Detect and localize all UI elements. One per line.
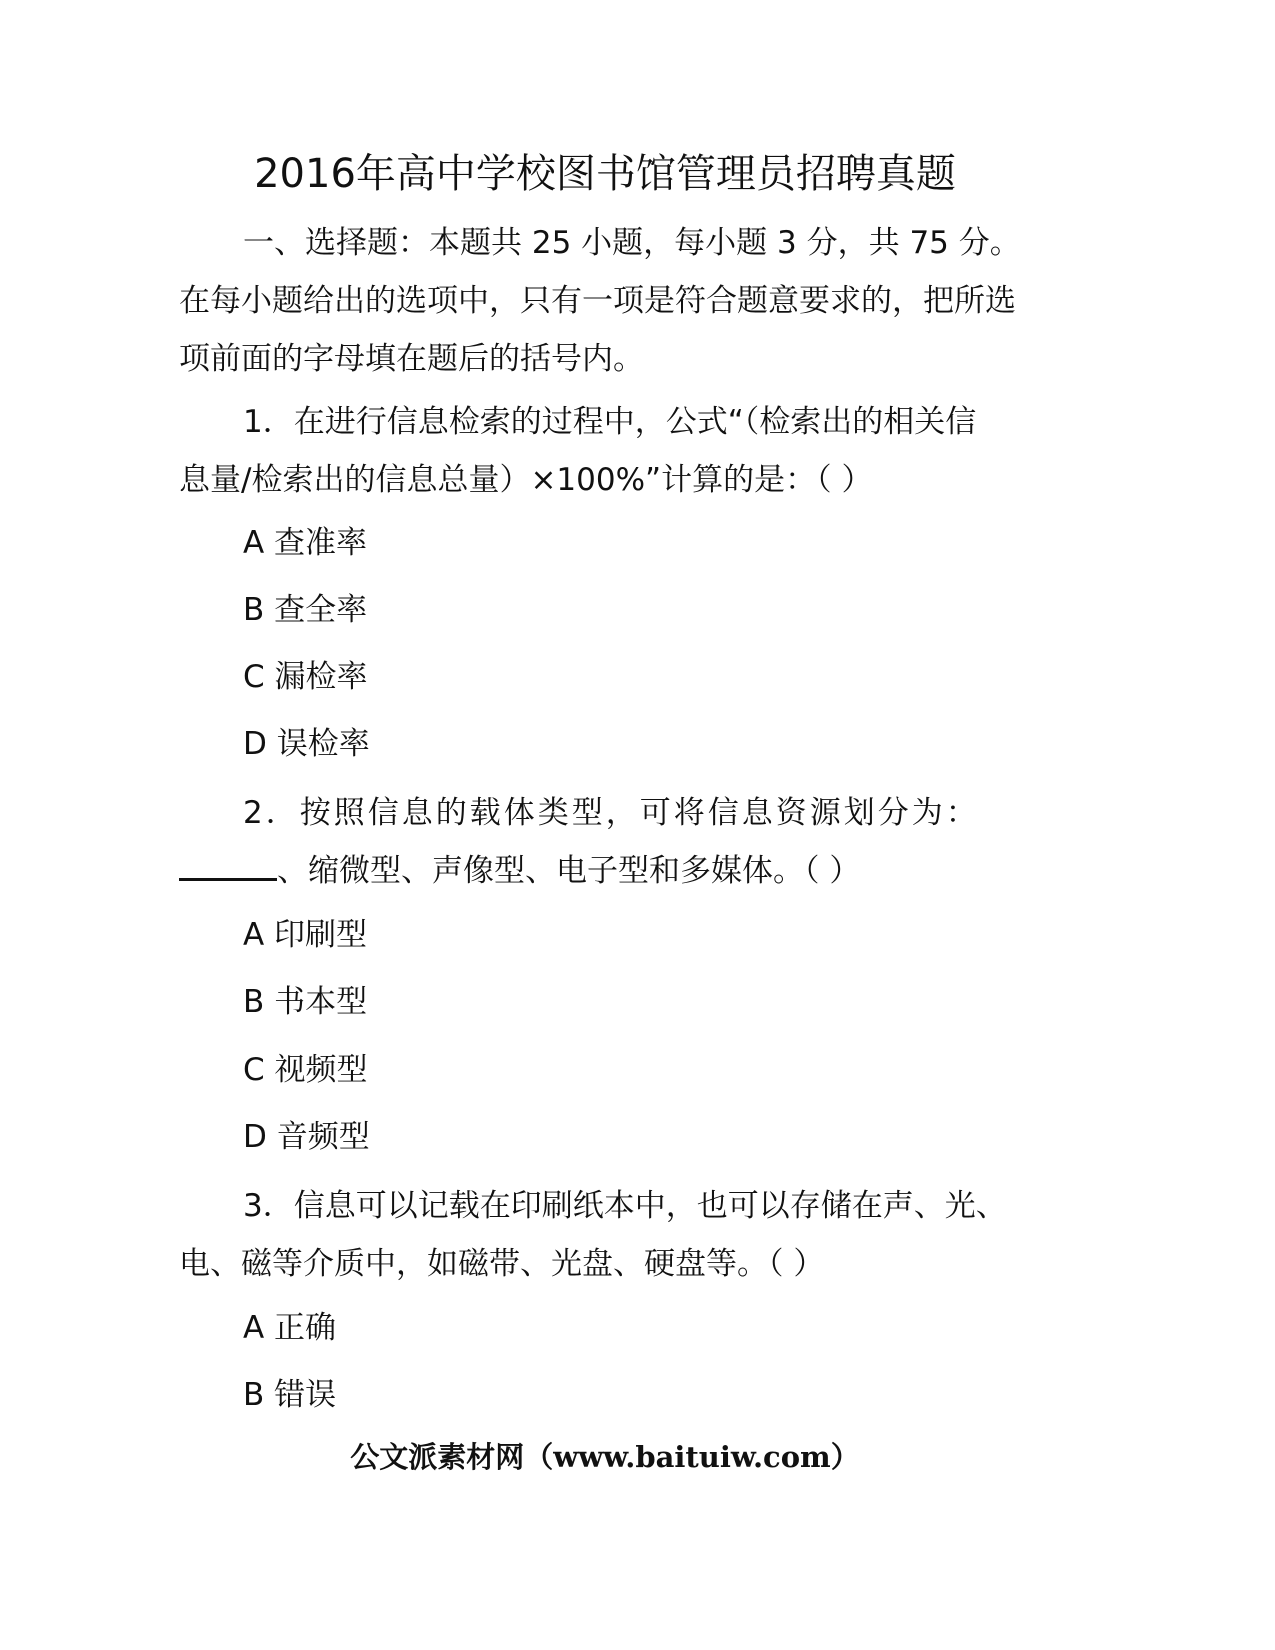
instructions-paragraph xyxy=(179,214,1039,388)
question-3-stem xyxy=(179,1177,1039,1293)
question-3-option-a: A 正确 xyxy=(243,1310,337,1346)
page-footer: 公文派素材网（www.baituiw.com） xyxy=(350,1440,860,1474)
question-2-line: 2．按照信息的载体类型，可将信息资源划分为： xyxy=(243,795,980,831)
question-2-option-c: C 视频型 xyxy=(243,1052,368,1088)
question-3-line: 3．信息可以记载在印刷纸本中，也可以存储在声、光、 xyxy=(243,1188,1007,1224)
question-1-line: 1．在进行信息检索的过程中，公式“（检索出的相关信 xyxy=(243,404,977,440)
page-title: 2016年高中学校图书馆管理员招聘真题 xyxy=(254,151,956,197)
question-2-option-a: A 印刷型 xyxy=(243,917,368,953)
question-2-option-b: B 书本型 xyxy=(243,984,368,1020)
question-1-stem xyxy=(179,393,1039,509)
question-2-line-2 xyxy=(179,842,1039,900)
question-3-line: 电、磁等介质中，如磁带、光盘、硬盘等。（ ） xyxy=(179,1246,825,1282)
question-1-option-c: C 漏检率 xyxy=(243,659,368,695)
answer-blank xyxy=(179,852,277,881)
instructions-line: 项前面的字母填在题后的括号内。 xyxy=(179,341,644,377)
question-1-option-b: B 查全率 xyxy=(243,592,368,628)
instructions-line: 一、选择题：本题共 25 小题，每小题 3 分，共 75 分。 xyxy=(243,225,1021,261)
question-2-line: 、缩微型、声像型、电子型和多媒体。（ ） xyxy=(277,853,861,889)
question-1-option-d: D 误检率 xyxy=(243,726,370,762)
question-2-stem xyxy=(179,784,1039,900)
instructions-line: 在每小题给出的选项中，只有一项是符合题意要求的，把所选 xyxy=(179,283,1016,319)
question-1-line: 息量/检索出的信息总量）×100%”计算的是：（ ） xyxy=(179,462,873,498)
question-2-option-d: D 音频型 xyxy=(243,1119,370,1155)
question-3-option-b: B 错误 xyxy=(243,1377,337,1413)
question-1-option-a: A 查准率 xyxy=(243,525,368,561)
